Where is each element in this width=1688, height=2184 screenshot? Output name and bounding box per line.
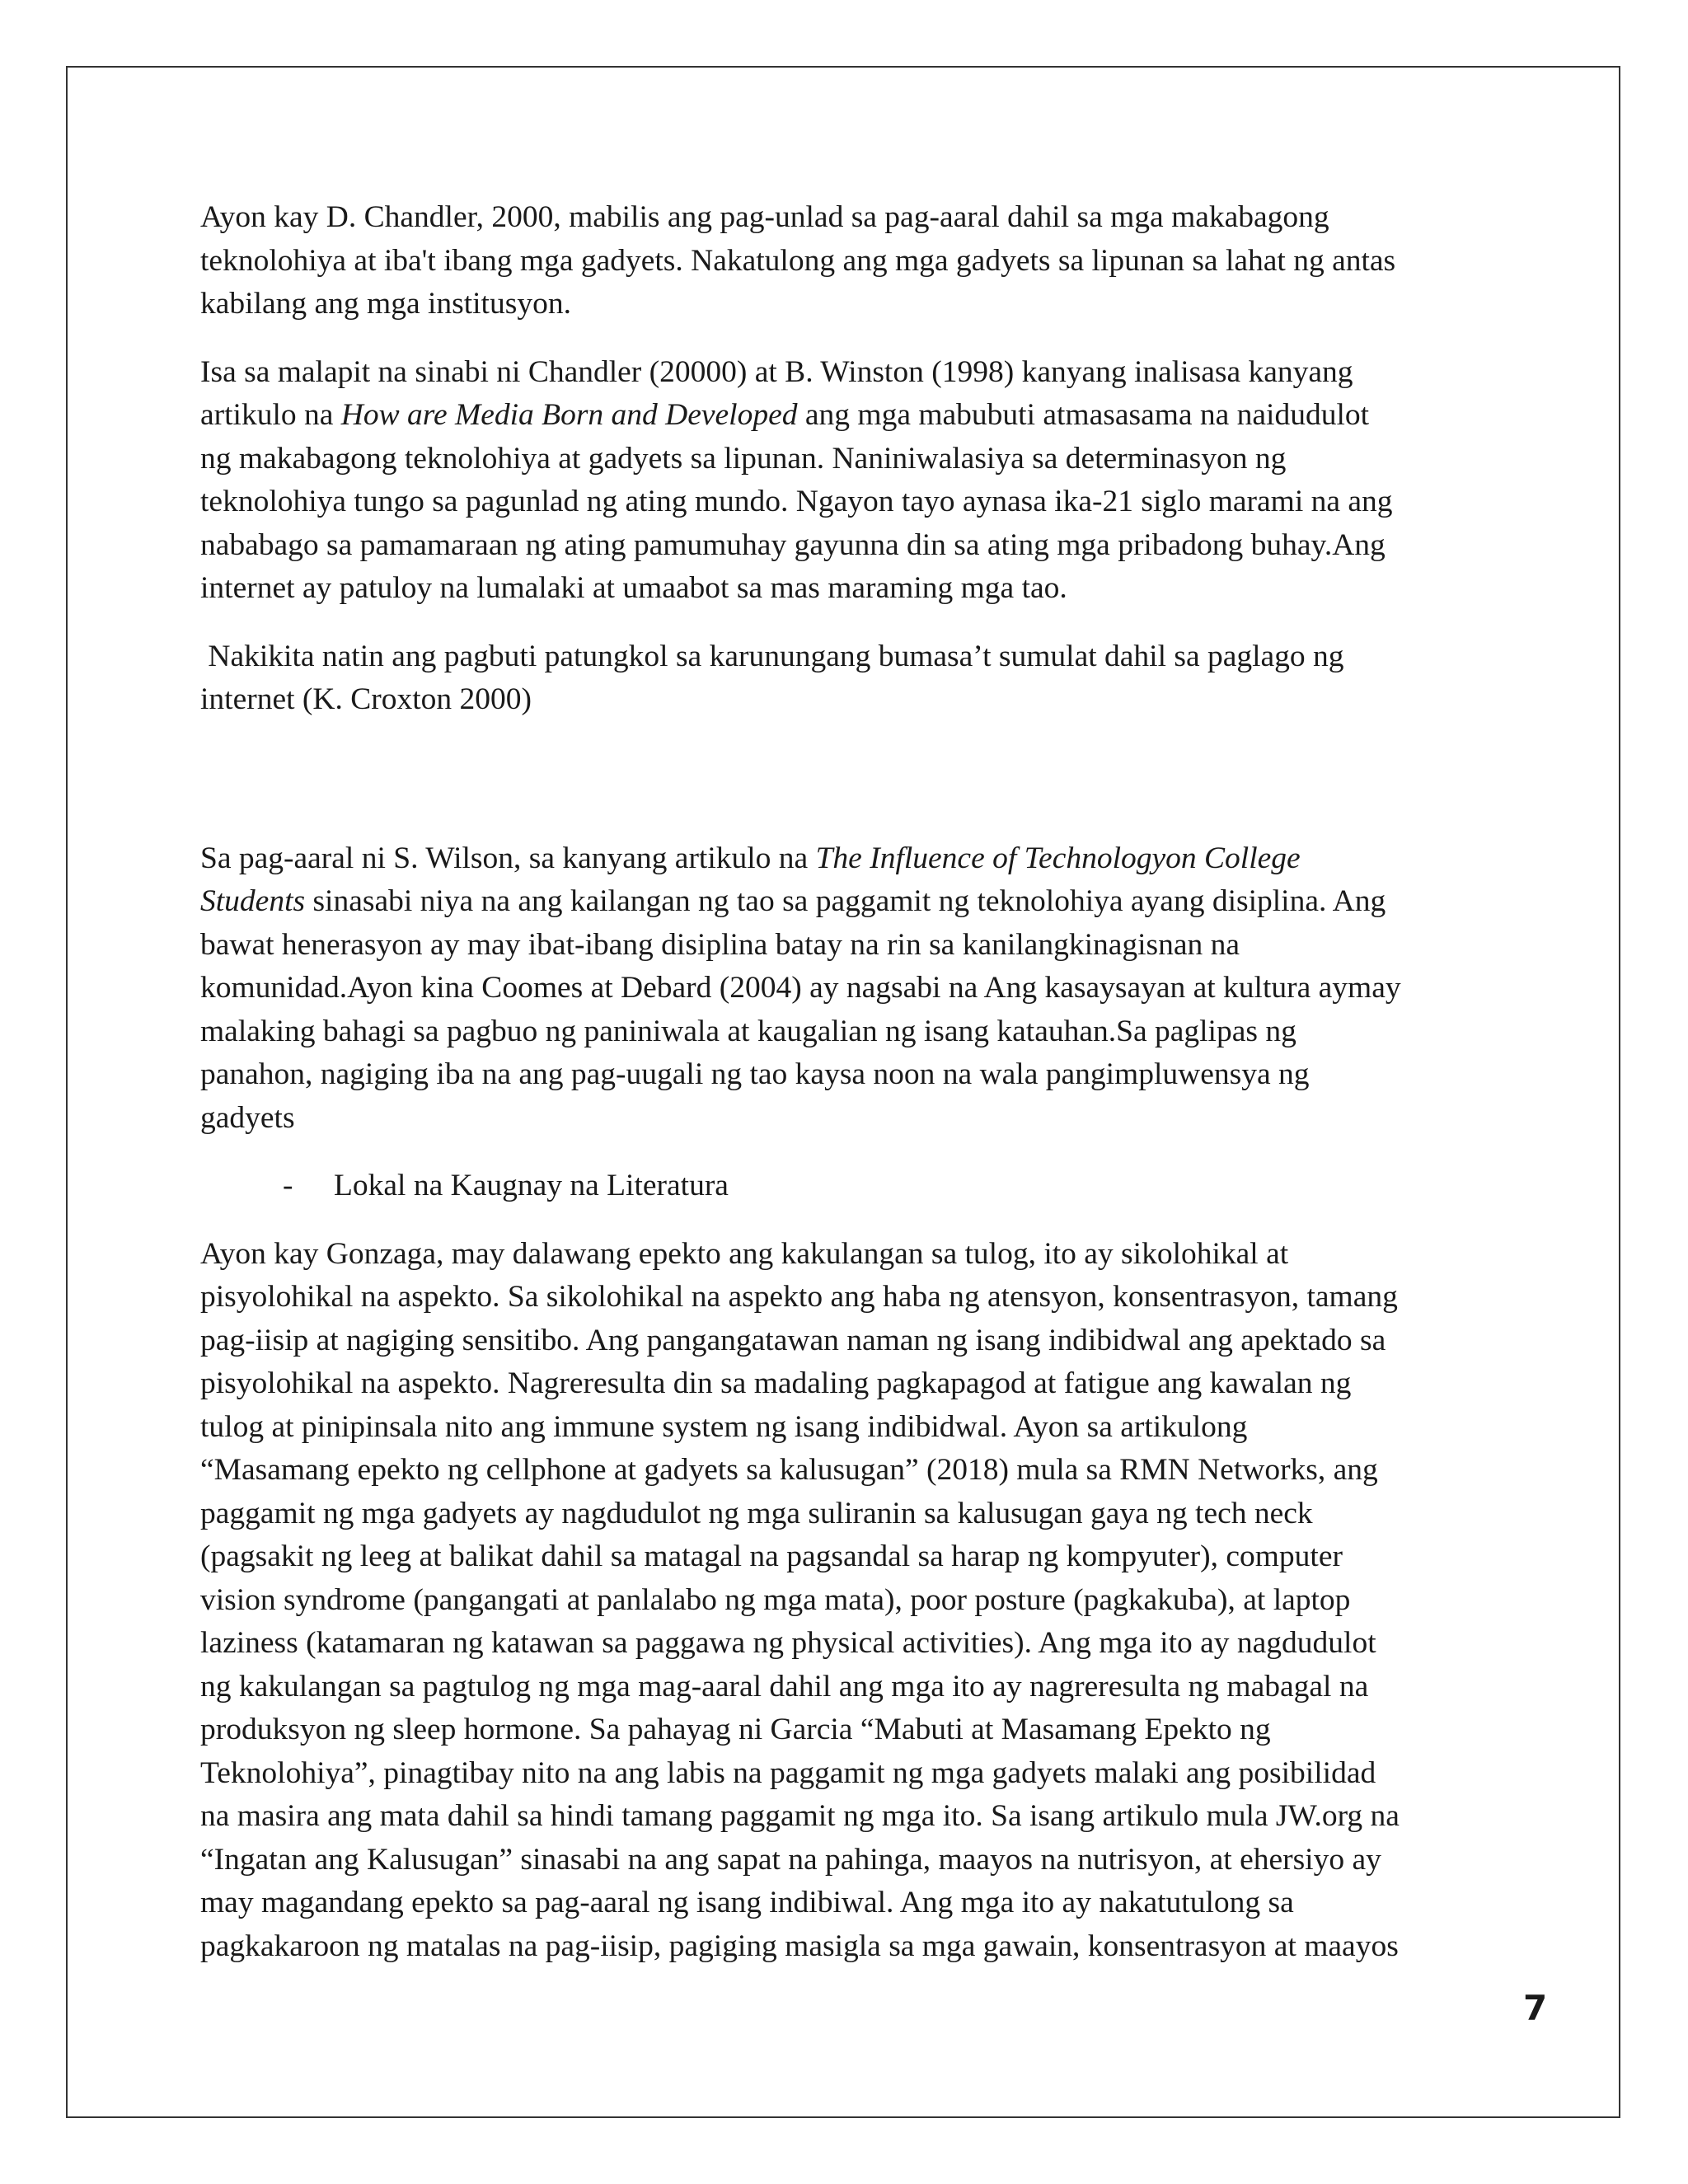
text-line: internet ay patuloy na lumalaki at umaabot sa mas maraming mga tao. <box>200 571 1067 605</box>
text-line: gadyets <box>200 1100 295 1135</box>
text-line: Teknolohiya”, pinagtibay nito na ang labis na paggamit ng mga gadyets malaki ang posibilidad <box>200 1755 1376 1790</box>
text-line: pagkakaroon ng matalas na pag-iisip, pagiging masigla sa mga gawain, konsentrasyon at maayos <box>200 1929 1399 1963</box>
text-line: laziness (katamaran ng katawan sa paggawa ng physical activities). Ang mga ito ay nagdudulot <box>200 1626 1376 1660</box>
text-line: “Ingatan ang Kalusugan” sinasabi na ang sapat na pahinga, maayos na nutrisyon, at ehersiyo ay <box>200 1842 1381 1877</box>
text-line: teknolohiya tungo sa pagunlad ng ating mundo. Ngayon tayo aynasa ika-21 siglo marami na ang <box>200 485 1393 518</box>
text-line: internet (K. Croxton 2000) <box>200 682 532 716</box>
text-line: Isa sa malapit na sinabi ni Chandler (20000) at B. Winston (1998) kanyang inalisasa kanyang <box>200 354 1353 389</box>
text-line <box>200 880 1486 924</box>
text-line: tulog at pinipinsala nito ang immune system ng isang indibidwal. Ayon sa artikulong <box>200 1409 1248 1444</box>
text-line <box>200 837 1486 881</box>
text-segment: Sa pag-aaral ni S. Wilson, sa kanyang artikulo na <box>200 841 816 875</box>
text-line: Ayon kay Gonzaga, may dalawang epekto ang kakulangan sa tulog, ito ay sikolohikal at <box>200 1236 1289 1271</box>
text-line: panahon, nagiging iba na ang pag-uugali ng tao kaysa noon na wala pangimpluwensya ng <box>200 1057 1310 1091</box>
article-title-italic: The Influence of Technologyon College <box>815 841 1301 875</box>
paragraph-croxton <box>200 635 1486 722</box>
paragraph-chandler <box>200 196 1486 326</box>
text-segment: ang mga mabubuti atmasasama na naidudulot <box>797 398 1370 432</box>
text-line: pag-iisip at nagiging sensitibo. Ang pangangatawan naman ng isang indibidwal ang apektado sa <box>200 1323 1386 1357</box>
text-line: produksyon ng sleep hormone. Sa pahayag ni Garcia “Mabuti at Masamang Epekto ng <box>200 1713 1271 1746</box>
text-line: Ayon kay D. Chandler, 2000, mabilis ang pag-unlad sa pag-aaral dahil sa mga makabagong <box>200 200 1329 234</box>
text-line: ng kakulangan sa pagtulog ng mga mag-aaral dahil ang mga ito ay nagreresulta ng mabagal na <box>200 1669 1369 1704</box>
text-line: komunidad.Ayon kina Coomes at Debard (2004) ay nagsabi na Ang kasaysayan at kultura aymay <box>200 971 1401 1005</box>
text-line: ng makabagong teknolohiya at gadyets sa lipunan. Naniniwalasiya sa determinasyon ng <box>200 441 1287 476</box>
text-line: kabilang ang mga institusyon. <box>200 287 571 321</box>
section-heading: Lokal na Kaugnay na Literatura <box>334 1169 729 1202</box>
text-line: pisyolohikal na aspekto. Sa sikolohikal na aspekto ang haba ng atensyon, konsentrasyon, tamang <box>200 1280 1398 1314</box>
text-line: paggamit ng mga gadyets ay nagdudulot ng mga suliranin sa kalusugan gaya ng tech neck <box>200 1496 1313 1530</box>
text-line: may magandang epekto sa pag-aaral ng isang indibiwal. Ang mga ito ay nakatutulong sa <box>200 1886 1294 1919</box>
text-segment: artikulo na <box>200 398 341 432</box>
paragraph-gonzaga <box>200 1233 1486 1969</box>
text-line: vision syndrome (pangangati at panlalabo ng mga mata), poor posture (pagkakuba), at laptop <box>200 1582 1351 1617</box>
article-title-italic: Students <box>200 884 306 918</box>
document-body <box>200 196 1486 1968</box>
paragraph-winston <box>200 351 1486 611</box>
article-title-italic: How are Media Born and Developed <box>340 398 798 432</box>
page-number: 7 <box>1523 1988 1548 2028</box>
paragraph-wilson <box>200 837 1486 1141</box>
text-line: pisyolohikal na aspekto. Nagreresulta din sa madaling pagkapagod at fatigue ang kawalan ng <box>200 1366 1352 1400</box>
text-line: teknolohiya at iba't ibang mga gadyets. Nakatulong ang mga gadyets sa lipunan sa lahat ng antas <box>200 243 1396 278</box>
text-line: malaking bahagi sa pagbuo ng paniniwala at kaugalian ng isang katauhan.Sa paglipas ng <box>200 1014 1296 1048</box>
text-line: (pagsakit ng leeg at balikat dahil sa matagal na pagsandal sa harap ng kompyuter), computer <box>200 1540 1343 1573</box>
text-segment: sinasabi niya na ang kailangan ng tao sa paggamit ng teknolohiya ayang disiplina. Ang <box>305 884 1386 918</box>
text-line: nababago sa pamamaraan ng ating pamumuhay gayunna din sa ating mga pribadong buhay.Ang <box>200 527 1386 562</box>
text-line: bawat henerasyon ay may ibat-ibang disiplina batay na rin sa kanilangkinagisnan na <box>200 927 1240 962</box>
section-bullet <box>200 1165 1486 1208</box>
text-line: Nakikita natin ang pagbuti patungkol sa karunungang bumasa’t sumulat dahil sa paglago ng <box>200 639 1344 673</box>
text-line: na masira ang mata dahil sa hindi tamang paggamit ng mga ito. Sa isang artikulo mula JW.org na <box>200 1799 1400 1833</box>
text-line: “Masamang epekto ng cellphone at gadyets sa kalusugan” (2018) mula sa RMN Networks, ang <box>200 1453 1378 1487</box>
text-line <box>200 394 1486 438</box>
bullet-marker: - <box>283 1169 293 1202</box>
